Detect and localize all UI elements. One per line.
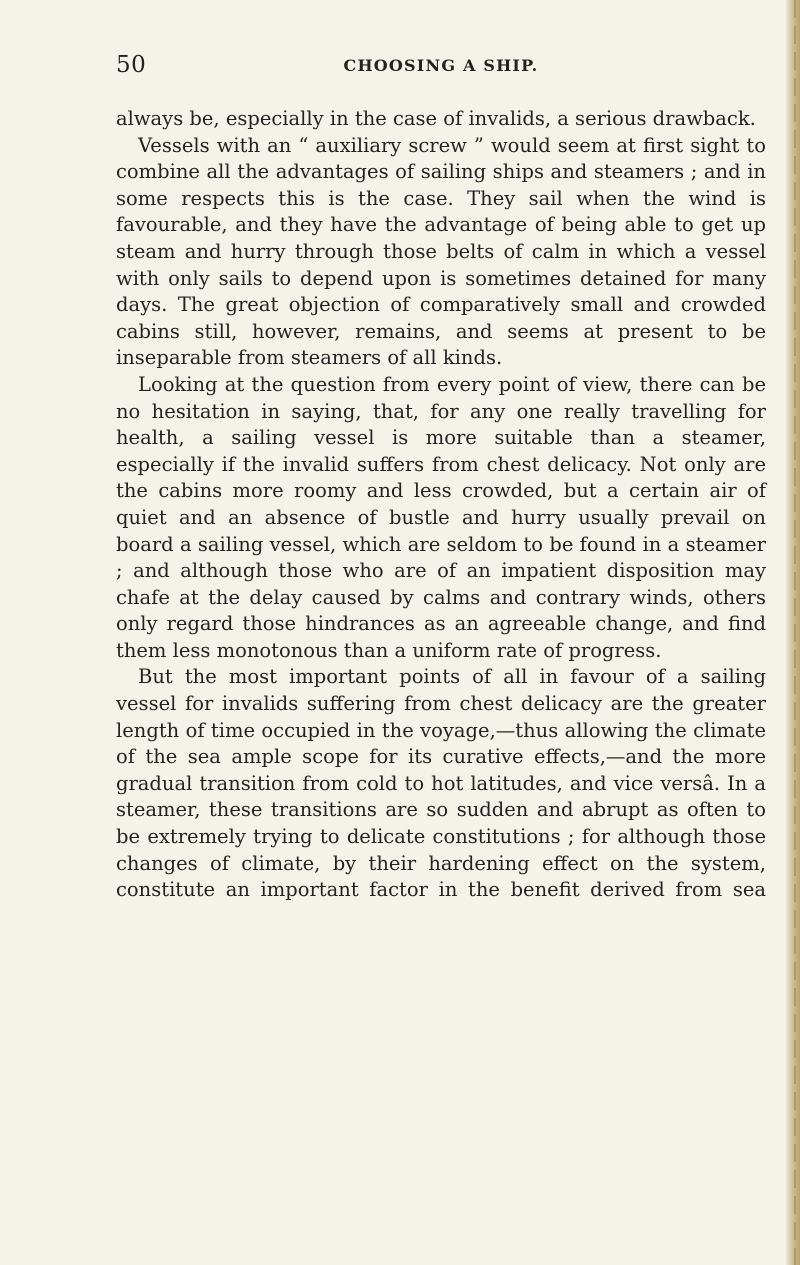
paragraph-important-points: But the most important points of all in favour of a sailing vessel for invalids suffering from chest delicacy are the greater length of time occupied in the voyage,—thus allowing the climate of the sea ample scope for its curative effects,—and the more gradual transition from cold to hot latitudes, and vice versâ. In a steamer, these transitions are so sudden and abrupt as often to be extremely trying to delicate constitutions ; for although those changes of climate, by their hardening effect on the system, constitute an important factor in the benefit derived from sea — [116, 665, 766, 902]
paragraph-continuation: always be, especially in the case of invalids, a serious drawback. — [116, 107, 756, 130]
page-number: 50 — [116, 52, 147, 78]
paragraph-point-of-view: Looking at the question from every point of view, there can be no hesitation in saying, that, for any one really travelling for health, a sailing vessel is more suitable than a steamer, especially if the invalid suffers from chest delicacy. Not only are the cabins more roomy and less crowded, but a certain air of quiet and an absence of bustle and hurry usually prevail on board a sailing vessel, which are seldom to be found in a steamer ; and although those who are of an impatient disposition may chafe at the delay caused by calms and contrary winds, others only regard those hindrances as an agreeable change, and find them less monotonous than a uniform rate of progress. — [116, 372, 766, 662]
running-head: CHOOSING A SHIP. — [343, 56, 539, 75]
page-edge — [786, 0, 800, 1265]
paragraph-auxiliary-screw: Vessels with an “ auxiliary screw ” would seem at first sight to combine all the advantages of sailing ships and steamers ; and in some respects this is the case. They sail when the wind is favourable, and they have the advantage of being able to get up steam and hurry through those belts of calm in which a vessel with only sails to depend upon is sometimes detained for many days. The great objection of comparatively small and crowded cabins still, however, remains, and seems at present to be inseparable from steamers of all kinds. — [116, 133, 766, 370]
page-header — [116, 52, 766, 82]
body-text — [116, 106, 766, 904]
